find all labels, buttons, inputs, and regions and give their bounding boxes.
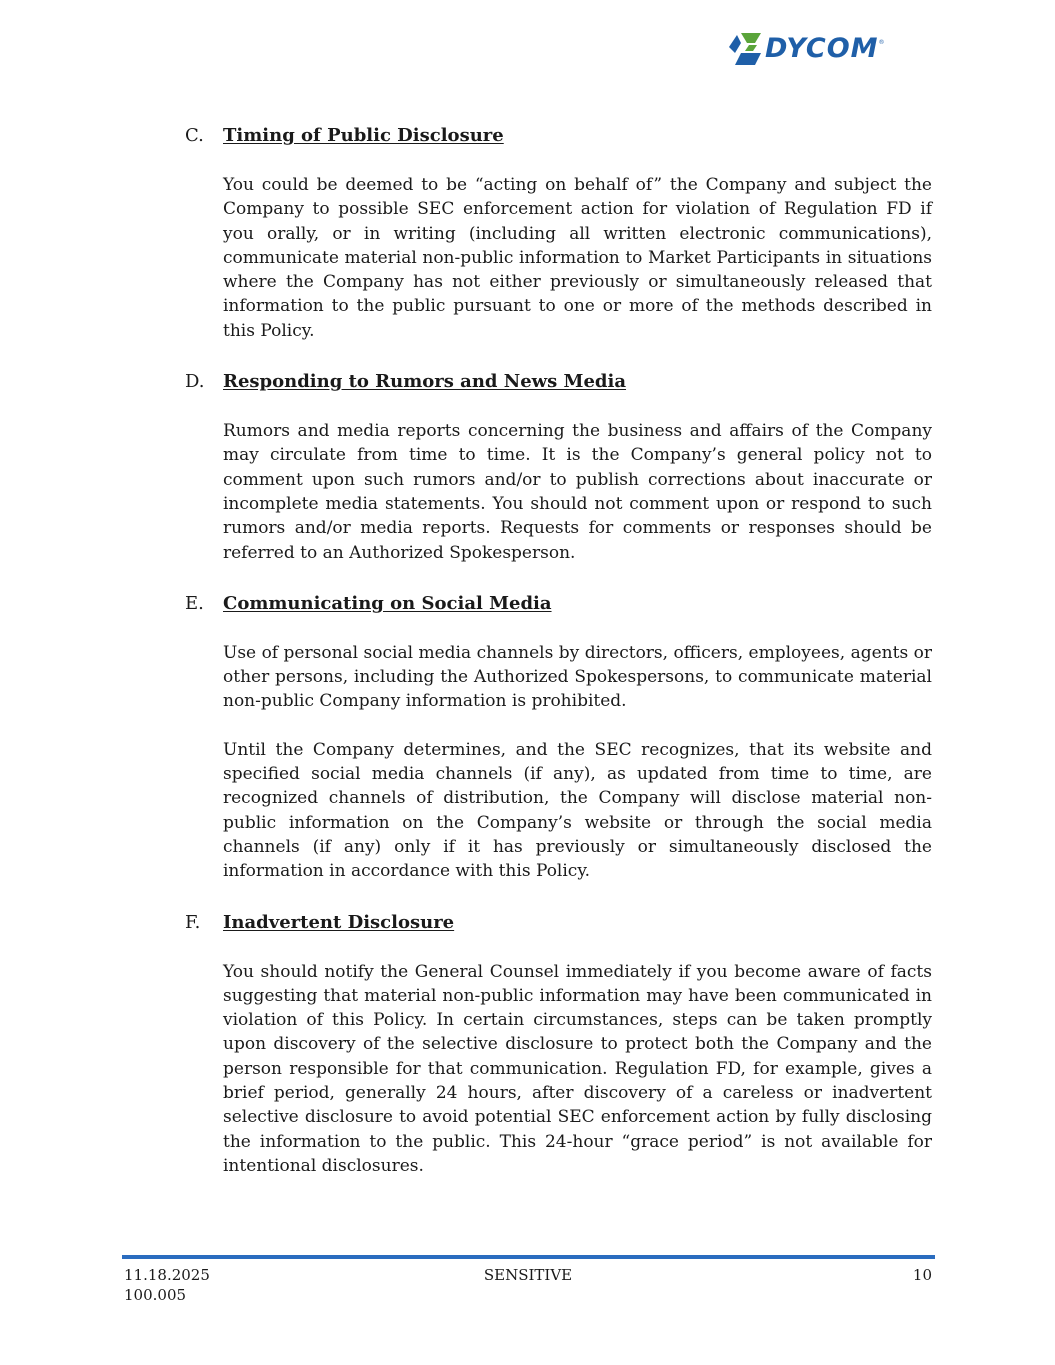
logo-wordmark: DYCOM <box>765 33 879 64</box>
document-body <box>185 124 932 1205</box>
section-title: Communicating on Social Media <box>223 592 552 614</box>
footer-divider <box>122 1255 935 1259</box>
section-paragraph: Use of personal social media channels by directors, officers, employees, agents or other persons, including the Authorized Spokespersons, to communicate material non-public Company information is prohibited. <box>223 642 932 712</box>
footer-classification: SENSITIVE <box>483 1266 573 1284</box>
section-paragraph: Rumors and media reports concerning the business and affairs of the Company may circulate from time to time. It is the Company’s general policy not to comment upon such rumors and/or to publish corrections about inaccurate or incomplete media statements. You should not comment upon or respond to such rumors and/or media reports. Requests for comments or responses should be referred to an Authorized Spokesperson. <box>223 421 932 563</box>
section-title: Responding to Rumors and News Media <box>223 371 627 393</box>
section-heading <box>185 370 932 394</box>
section-title: Timing of Public Disclosure <box>223 125 504 146</box>
section-c <box>185 124 932 343</box>
company-logo <box>727 31 932 67</box>
footer-doc-number: 100.005 <box>124 1286 187 1304</box>
section-letter: D. <box>185 371 205 393</box>
page-number: 10 <box>912 1266 932 1284</box>
section-paragraph: You should notify the General Counsel immediately if you become aware of facts suggesting that material non-public information may have been communicated in violation of this Policy. In certain circumstances, steps can be taken promptly upon discovery of the selective disclosure to protect both the Company and the person responsible for that communication. Regulation FD, for example, gives a brief period, generally 24 hours, after discovery of a careless or inadvertent selective disclosure to avoid potential SEC enforcement action by fully disclosing the information to the public. This 24-hour “grace period” is not available for intentional disclosures. <box>223 961 932 1176</box>
section-e <box>185 592 932 884</box>
section-f <box>185 911 932 1179</box>
section-letter: F. <box>185 911 201 933</box>
registered-mark: ® <box>878 39 885 46</box>
section-letter: C. <box>185 125 204 146</box>
section-paragraph: You could be deemed to be “acting on behalf of” the Company and subject the Company to possible SEC enforcement action for violation of Regulation FD if you orally, or in writing (including all written electronic communications), communicate material non-public information to Market Participants in situations where the Company has not either previously or simultaneously released that information to the public pursuant to one or more of the methods described in this Policy. <box>223 175 932 341</box>
section-heading <box>185 592 932 616</box>
section-heading <box>185 124 932 148</box>
section-letter: E. <box>185 592 204 614</box>
footer-date: 11.18.2025 <box>124 1266 210 1284</box>
section-d <box>185 370 932 565</box>
section-heading <box>185 911 932 935</box>
dycom-logo-icon <box>727 31 763 67</box>
section-title: Inadvertent Disclosure <box>223 911 455 933</box>
section-paragraph: Until the Company determines, and the SEC recognizes, that its website and specified social media channels (if any), as updated from time to time, are recognized channels of distribution, the Company will disclose material non-public information on the Company’s website or through the social media channels (if any) only if it has previously or simultaneously disclosed the information in accordance with this Policy. <box>223 739 932 882</box>
